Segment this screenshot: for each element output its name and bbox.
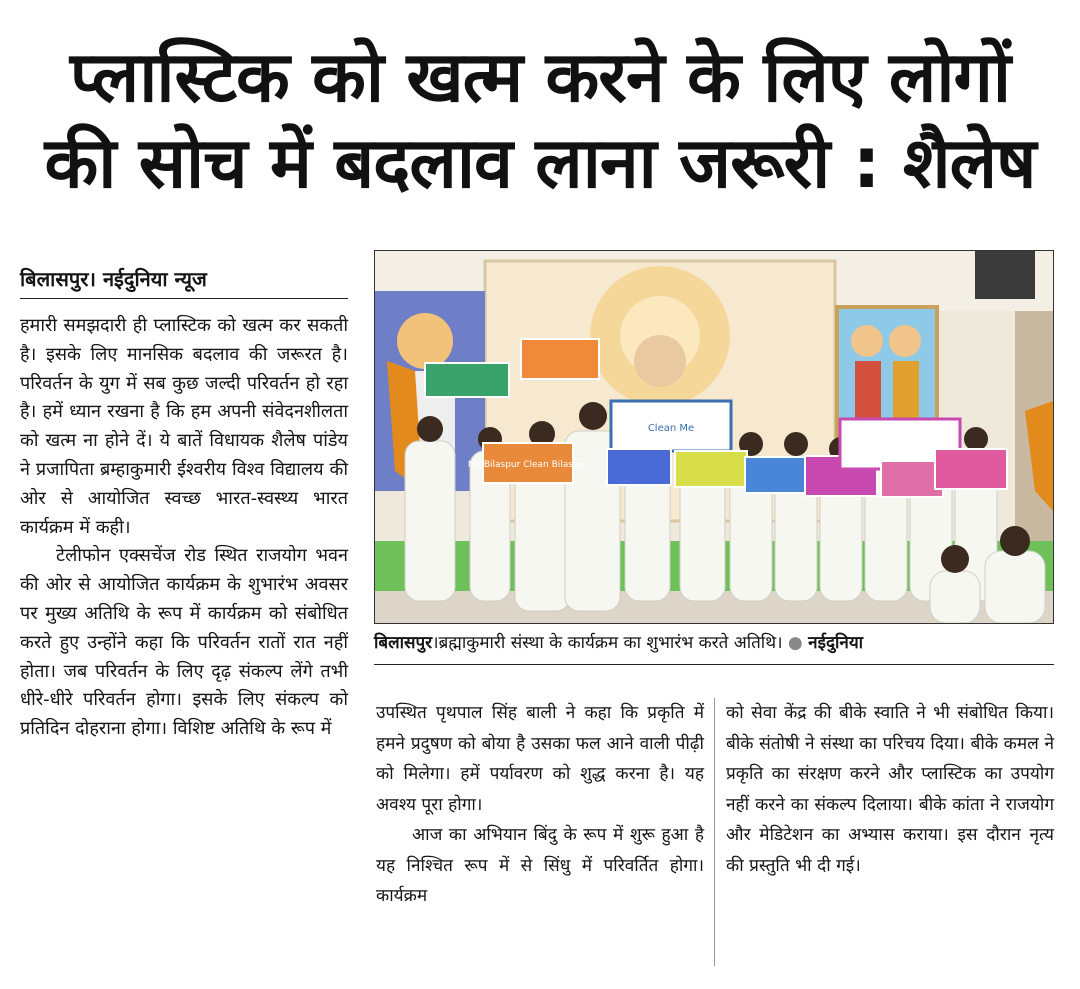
headline-line-1: प्लास्टिक को खत्म करने के लिए लोगों [69,36,1011,118]
photo-caption [374,630,1054,665]
headline [20,34,1060,206]
headline-line-2: की सोच में बदलाव लाना जरूरी : शैलेष [44,122,1036,204]
column2-paragraph-1: उपस्थित पृथपाल सिंह बाली ने कहा कि प्रकृति में हमने प्रदुषण को बोया है उसका फल आने वाली पीढ़ी को मिलेगा। हमें पर्यावरण को शुद्ध करना है। यह अवश्य पूरा होगा। [376,703,704,815]
caption-place: बिलासपुर [374,633,433,653]
column1-paragraph-1: हमारी समझदारी ही प्लास्टिक को खत्म कर सकती है। इसके लिए मानसिक बदलाव की जरूरत है। परिवर्तन के युग में सब कुछ जल्दी परिवर्तन हो रहा है। हमें ध्यान रखना है कि हम अपनी संवेदनशीलता को खत्म ना होने दें। ये बातें विधायक शैलेष पांडेय ने प्रजापिता ब्रम्हाकुमारी ईश्वरीय विश्व विद्यालय की ओर से आयोजित स्वच्छ भारत-स्वस्थ्य भारत कार्यक्रम में कही। [20,315,348,538]
article-column-3 [726,698,1054,881]
article-column-1 [20,312,348,744]
article-column-2 [376,698,704,912]
column2-paragraph-2: आज का अभियान बिंदु के रूप में शुरू हुआ है यह निश्चित रूप में से सिंधु में परिवर्तित होगा। कार्यक्रम [376,825,704,906]
column3-paragraph-1: को सेवा केंद्र की बीके स्वाति ने भी संबोधित किया। बीके संतोषी ने संस्था का परिचय दिया। बीके कमल ने प्रकृति का संरक्षण करने और प्लास्टिक का उपयोग नहीं करने का संकल्प दिलाया। बीके कांता ने राजयोग और मेडिटेशन का अभ्यास कराया। इस दौरान नृत्य की प्रस्तुति भी दी गई। [726,703,1054,876]
dateline: बिलासपुर। नईदुनिया न्यूज [20,266,348,299]
placard-text-2: Clean Me [647,423,695,434]
placard-text-1: My Bilaspur Clean Bilaspur [467,460,589,470]
column-divider [714,698,715,966]
caption-brand: नईदुनिया [808,633,864,653]
column1-paragraph-2: टेलीफोन एक्सचेंज रोड स्थित राजयोग भवन की ओर से आयोजित कार्यक्रम के शुभारंभ अवसर पर मुख्य अतिथि के रूप में कार्यक्रम को संबोधित करते हुए उन्होंने कहा कि परिवर्तन रातों रात नहीं होता। जब परिवर्तन के लिए दृढ़ संकल्प लेंगे तभी धीरे-धीरे परिवर्तन होगा। इसके लिए संकल्प को प्रतिदिन दोहराना होगा। विशिष्ट अतिथि के रूप में [20,545,348,740]
caption-text: ।ब्रह्माकुमारी संस्था के कार्यक्रम का शुभारंभ करते अतिथि। [432,633,783,653]
event-photo [374,250,1054,624]
caption-dot-icon: ● [787,633,803,653]
